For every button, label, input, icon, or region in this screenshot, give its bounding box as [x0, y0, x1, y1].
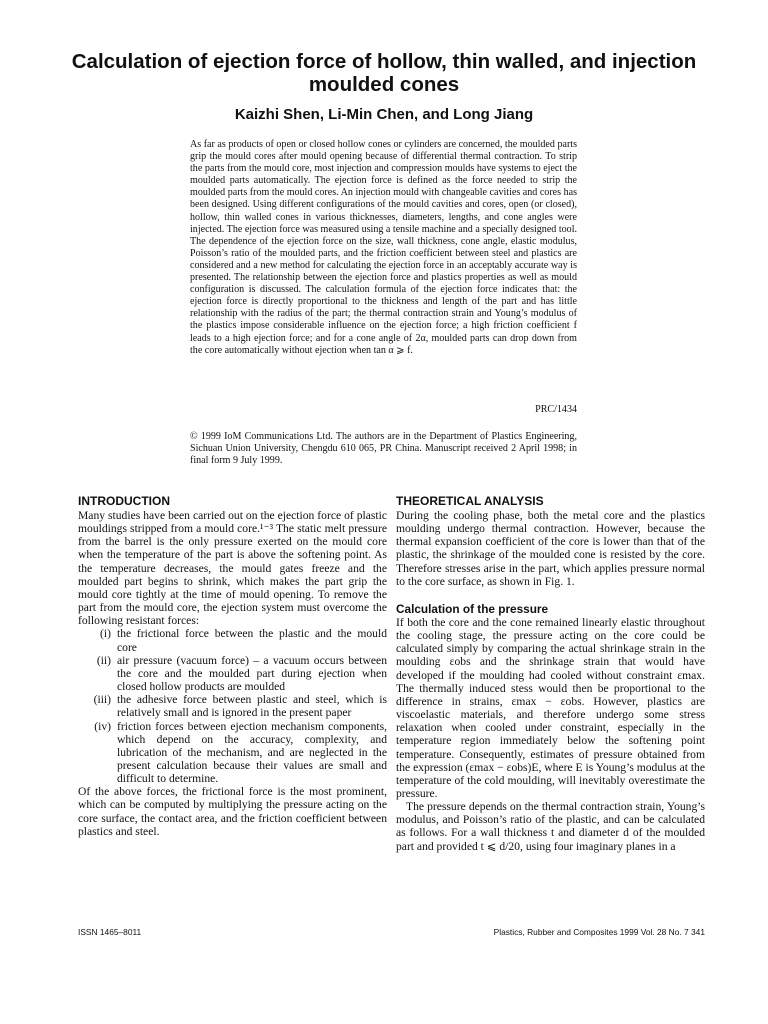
list-item-number: (iv) [94, 719, 111, 733]
list-item [78, 693, 387, 719]
right-column [396, 494, 705, 853]
list-item-text: air pressure (vacuum force) – a vacuum occurs between the core and the moulded part during ejection when closed hollow products are moulded [117, 653, 387, 694]
pressure-subheading: Calculation of the pressure [396, 601, 549, 616]
introduction-heading: INTRODUCTION [78, 494, 170, 508]
theoretical-analysis-heading: THEORETICAL ANALYSIS [396, 494, 544, 508]
list-item [78, 720, 387, 786]
copyright-note: © 1999 IoM Communications Ltd. The authors are in the Department of Plastics Engineering, Sichuan Union University, Chengdu 610 065, PR China. Manuscript received 2 April 1998; in final form 9 July 1999. [190, 431, 577, 467]
article-code: PRC/1434 [535, 404, 577, 415]
theory-paragraph-1: During the cooling phase, both the metal core and the plastics moulding undergo thermal contraction. However, because the thermal expansion coefficient of the core is lower than that of the plastic, the shrinkage of the moulded cone is resisted by the core. Therefore stresses arise in the part, which applies pressure normal to the core surface, as shown in Fig. 1. [396, 509, 705, 588]
list-item-text: the adhesive force between plastic and steel, which is relatively small and is ignored in the present paper [117, 693, 387, 720]
resistant-forces-list [78, 627, 387, 785]
introduction-paragraph-1: Many studies have been carried out on the ejection force of plastic mouldings stripped from a mould core.¹⁻³ The static melt pressure from the barrel is the only pressure exerted on the mould core when the temperature of the part is above the softening point. As the temperature decreases, the mould gates freeze and the moulded part begins to shrink, which makes the part grip the mould core tightly at the time of mould opening. To remove the part from the mould core, the ejection system must overcome the following resistant forces: [78, 509, 387, 628]
left-column [78, 494, 387, 838]
list-item-text: friction forces between ejection mechanism components, which depend on the accuracy, complexity, and lubrication of the mechanism, and are neglected in the present calculation because their values are small and difficult to determine. [117, 719, 387, 786]
article-title: Calculation of ejection force of hollow, thin walled, and injection moulded cones [71, 50, 697, 96]
list-item-text: the frictional force between the plastic and the mould core [117, 627, 387, 654]
list-item [78, 654, 387, 693]
abstract: As far as products of open or closed hollow cones or cylinders are concerned, the moulded parts grip the mould cores after mould opening because of differential thermal contraction. To strip the parts from the mould core, most injection and compression moulds have systems to eject the moulded parts automatically. The ejection force is defined as the force needed to strip the moulded parts from the mould cores. An injection mould with changeable cavities and cores has been designed. Using different configurations of the mould cavities and cores, open (or closed), hollow, thin walled cones in various thicknesses, diameters, lengths, and cone angles were injected. The ejection force was measured using a tensile machine and a specially designed tool. The dependence of the ejection force on the size, wall thickness, cone angle, elastic modulus, Poisson’s ratio of the moulded parts, and the friction coefficient between steel and plastics are considered and a new method for calculating the ejection force in an acceptably accurate way is presented. The relationship between the ejection force and plastics properties as well as mould configuration is discussed. The calculation formula of the ejection force indicates that: the ejection force is directly proportional to the thickness and length of the part and has little relationship with the radius of the part; the thermal contraction strain and Young’s modulus of the plastics impose considerable influence on the ejection force; a high friction coefficient f leads to a high ejection force; and for a cone angle of 2α, moulded parts can drop down from the core automatically without ejection when tan α ⩾ f. [190, 139, 577, 356]
introduction-paragraph-2: Of the above forces, the frictional force is the most prominent, which can be computed by multiplying the pressure acting on the core surface, the contact area, and the friction coefficient between plastics and steel. [78, 785, 387, 838]
issn-footer: ISSN 1465–8011 [78, 927, 142, 937]
list-item [78, 627, 387, 653]
theory-paragraph-3: The pressure depends on the thermal contraction strain, Young’s modulus, and Poisson’s ratio of the plastic, and can be calculated as follows. For a wall thickness t and diameter d of the moulded part and provided t ⩽ d/20, using four imaginary planes in a [396, 800, 705, 853]
list-item-number: (ii) [96, 653, 111, 667]
journal-footer: Plastics, Rubber and Composites 1999 Vol. 28 No. 7 341 [493, 927, 705, 937]
list-item-number: (iii) [93, 693, 111, 707]
theory-paragraph-2: If both the core and the cone remained linearly elastic throughout the cooling stage, the pressure acting on the core could be calculated simply by comparing the actual shrinkage strain in the moulding εobs and the shrinkage strain that would have developed if the moulding had cooled without constraint εmax. The thermally induced stess would then be proportional to the difference in strains, εmax − εobs. However, plastics are viscoelastic materials, and therefore undergo some stress relaxation when cooled under constraint, especially in the temperature region immediately below the softening point temperature. Consequently, estimates of pressure obtained from the expression (εmax − εobs)E, where E is Young’s modulus at the temperature of the cold moulding, will inevitably overestimate the pressure. [396, 615, 705, 800]
list-item-number: (i) [100, 627, 111, 641]
article-authors: Kaizhi Shen, Li-Min Chen, and Long Jiang [234, 106, 534, 123]
